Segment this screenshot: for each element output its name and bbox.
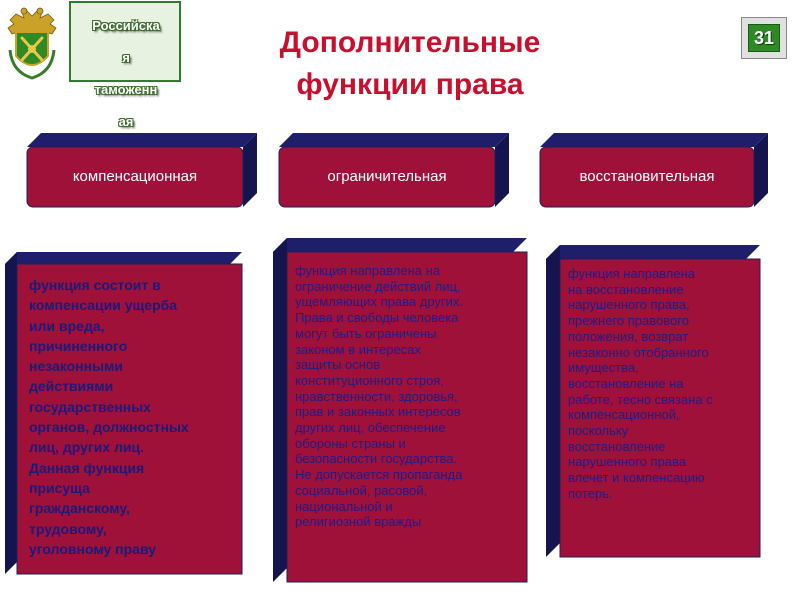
slide-number: 31 bbox=[748, 24, 780, 52]
description-line: функция направлена на bbox=[295, 263, 441, 278]
description-line: потерь. bbox=[568, 485, 613, 501]
description-line: гражданскому, bbox=[29, 500, 130, 517]
description-line: функция состоит в bbox=[29, 277, 161, 293]
description-line: государственных bbox=[29, 398, 151, 415]
slide-title bbox=[200, 22, 620, 106]
description-line: лиц, других лиц. bbox=[29, 439, 145, 456]
description-line: компенсационной, bbox=[568, 407, 680, 423]
academy-name-line: я bbox=[122, 50, 130, 65]
description-line: влечет и компенсацию bbox=[568, 470, 705, 486]
description-line: религиозной вражды bbox=[295, 514, 422, 530]
description-line: положения, возврат bbox=[568, 328, 689, 344]
description-text bbox=[29, 275, 241, 559]
title-line-1: Дополнительные bbox=[279, 26, 541, 59]
description-line: восстановление bbox=[568, 438, 666, 454]
description-line: прежнего правового bbox=[568, 313, 689, 329]
description-line: незаконно отобранного bbox=[568, 344, 709, 360]
description-line: действиями bbox=[29, 378, 114, 395]
description-line: трудовому, bbox=[29, 520, 107, 537]
description-line: других лиц, обеспечение bbox=[295, 420, 446, 436]
academy-logo bbox=[0, 0, 184, 129]
description-line: могут быть ограничены bbox=[295, 325, 437, 341]
description-line: функция направлена bbox=[568, 266, 696, 281]
description-line: уголовному праву bbox=[29, 540, 157, 557]
slide-number-badge bbox=[741, 17, 787, 59]
description-line: социальной, расовой, bbox=[295, 482, 428, 498]
description-line: компенсации ущерба bbox=[29, 297, 178, 314]
description-line: ущемляющих права других. bbox=[295, 294, 464, 310]
function-header-label: восстановительная bbox=[579, 168, 715, 185]
description-line: национальной и bbox=[295, 498, 393, 514]
function-header-restrictive bbox=[279, 133, 509, 209]
description-line: поскольку bbox=[568, 423, 629, 439]
academy-name-line: Российска bbox=[92, 18, 160, 33]
description-line: Данная функция bbox=[29, 459, 145, 476]
function-header-label: компенсационная bbox=[72, 168, 198, 185]
description-line: Права и свободы человека bbox=[295, 310, 459, 326]
description-text bbox=[295, 263, 525, 530]
academy-name-line: ая bbox=[118, 114, 134, 129]
description-line: безопасности государства. bbox=[295, 451, 458, 467]
description-line: нравственности, здоровья, bbox=[295, 388, 458, 404]
description-line: причиненного bbox=[29, 337, 128, 354]
function-header-restorative bbox=[540, 133, 768, 209]
description-line: незаконными bbox=[29, 358, 124, 375]
description-line: нарушенного права, bbox=[568, 297, 690, 313]
customs-academy-emblem-icon bbox=[2, 2, 62, 82]
description-line: восстановление на bbox=[568, 375, 684, 391]
function-description-compensatory bbox=[5, 252, 242, 574]
description-line: органов, должностных bbox=[29, 419, 189, 436]
description-line: нарушенного права bbox=[568, 454, 687, 470]
function-description-restorative bbox=[546, 245, 760, 557]
function-header-compensatory bbox=[27, 133, 257, 209]
description-line: законом в интересах bbox=[295, 341, 421, 357]
title-line-2: функции права bbox=[296, 68, 524, 101]
description-line: на восстановление bbox=[568, 281, 684, 297]
description-line: Не допускается пропаганда bbox=[295, 467, 463, 483]
description-line: имущества, bbox=[568, 360, 639, 376]
function-description-restrictive bbox=[273, 238, 527, 582]
description-line: конституционного строя, bbox=[295, 372, 444, 388]
description-line: или вреда, bbox=[29, 317, 105, 334]
description-line: работе, тесно связана с bbox=[568, 391, 713, 407]
function-header-label: ограничительная bbox=[327, 168, 447, 185]
academy-name-line: таможенн bbox=[94, 82, 158, 97]
description-line: защиты основ bbox=[295, 357, 381, 373]
description-text bbox=[568, 266, 760, 502]
description-line: присуща bbox=[29, 479, 90, 496]
description-line: обороны страны и bbox=[295, 435, 406, 451]
description-line: ограничение действий лиц, bbox=[295, 278, 461, 294]
description-line: прав и законных интересов bbox=[295, 404, 461, 420]
